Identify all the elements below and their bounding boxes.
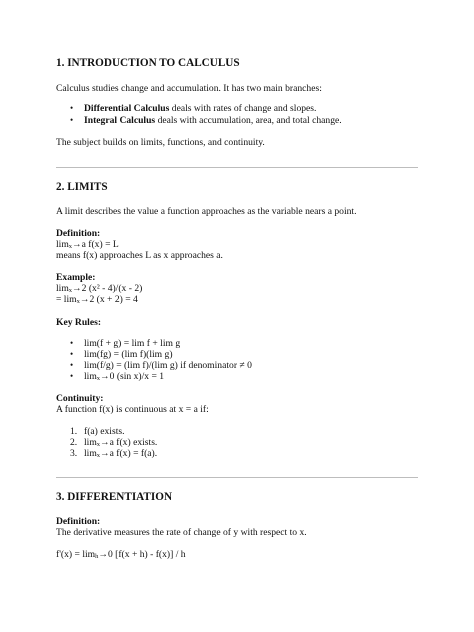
list-item: lim(fg) = (lim f)(lim g) <box>84 349 173 360</box>
formula-text: →0 [f(x + h) - f(x)] / h <box>98 549 186 560</box>
section-divider <box>56 167 418 168</box>
bullet-term: Integral Calculus <box>84 115 156 126</box>
bullet-icon: • <box>70 360 74 370</box>
definition-label: Definition: <box>56 516 101 527</box>
list-item <box>84 371 164 382</box>
definition-formula <box>56 239 119 250</box>
list-item <box>84 115 342 126</box>
section-3-heading: 3. DIFFERENTIATION <box>56 491 173 503</box>
example-line-1 <box>56 283 142 294</box>
lim-subscript: h <box>95 553 99 560</box>
section-1-outro: The subject builds on limits, functions, and continuity. <box>56 137 265 148</box>
bullet-icon: • <box>70 103 74 113</box>
formula-text: →a f(x) exists. <box>100 437 158 448</box>
lim-text: lim <box>56 283 69 294</box>
list-item <box>84 103 316 114</box>
formula-text: →2 (x² - 4)/(x - 2) <box>72 283 143 294</box>
lim-text: lim <box>84 437 97 448</box>
list-item: lim(f/g) = (lim f)/(lim g) if denominator ≠ 0 <box>84 360 252 371</box>
definition-label: Definition: <box>56 228 101 239</box>
formula-text: →a f(x) = f(a). <box>100 448 158 459</box>
bullet-icon: • <box>70 349 74 359</box>
list-number: 1. <box>70 426 78 437</box>
bullet-icon: • <box>70 371 74 381</box>
list-item <box>84 448 157 459</box>
bullet-desc: deals with rates of change and slopes. <box>169 103 317 114</box>
lim-text: lim <box>84 448 97 459</box>
lim-text: f'(x) = lim <box>56 549 96 560</box>
list-item <box>84 437 157 448</box>
bullet-icon: • <box>70 338 74 348</box>
continuity-text: A function f(x) is continuous at x = a if: <box>56 404 209 415</box>
formula-text: →a f(x) = L <box>72 239 119 250</box>
lim-subscript: x <box>68 287 73 294</box>
lim-text: lim <box>84 371 97 382</box>
bullet-icon: • <box>70 115 74 125</box>
list-item: f(a) exists. <box>84 426 125 437</box>
formula-text: →0 (sin x)/x = 1 <box>100 371 165 382</box>
list-item: lim(f + g) = lim f + lim g <box>84 338 181 349</box>
formula-text: →2 (x + 2) = 4 <box>79 294 138 305</box>
lim-text: = lim <box>56 294 77 305</box>
section-2-heading: 2. LIMITS <box>56 181 108 193</box>
lim-text: lim <box>56 239 69 250</box>
derivative-formula <box>56 549 186 560</box>
lim-subscript: x <box>96 452 101 459</box>
section-divider <box>56 477 418 478</box>
lim-subscript: x <box>76 298 80 305</box>
lim-subscript: x <box>96 441 101 448</box>
section-2-intro: A limit describes the value a function approaches as the variable nears a point. <box>56 206 357 217</box>
bullet-desc: deals with accumulation, area, and total change. <box>155 115 342 126</box>
example-line-2 <box>56 294 138 305</box>
section-1-intro: Calculus studies change and accumulation. It has two main branches: <box>56 83 322 94</box>
list-number: 2. <box>70 437 78 448</box>
key-rules-label: Key Rules: <box>56 317 102 328</box>
lim-subscript: x <box>96 375 101 382</box>
definition-meaning: means f(x) approaches L as x approaches a. <box>56 250 223 261</box>
example-label: Example: <box>56 272 96 283</box>
definition-text: The derivative measures the rate of change of y with respect to x. <box>56 527 307 538</box>
continuity-label: Continuity: <box>56 393 104 404</box>
section-1-heading: 1. INTRODUCTION TO CALCULUS <box>56 57 240 69</box>
bullet-term: Differential Calculus <box>84 103 170 114</box>
lim-subscript: x <box>68 243 73 250</box>
list-number: 3. <box>70 448 78 459</box>
